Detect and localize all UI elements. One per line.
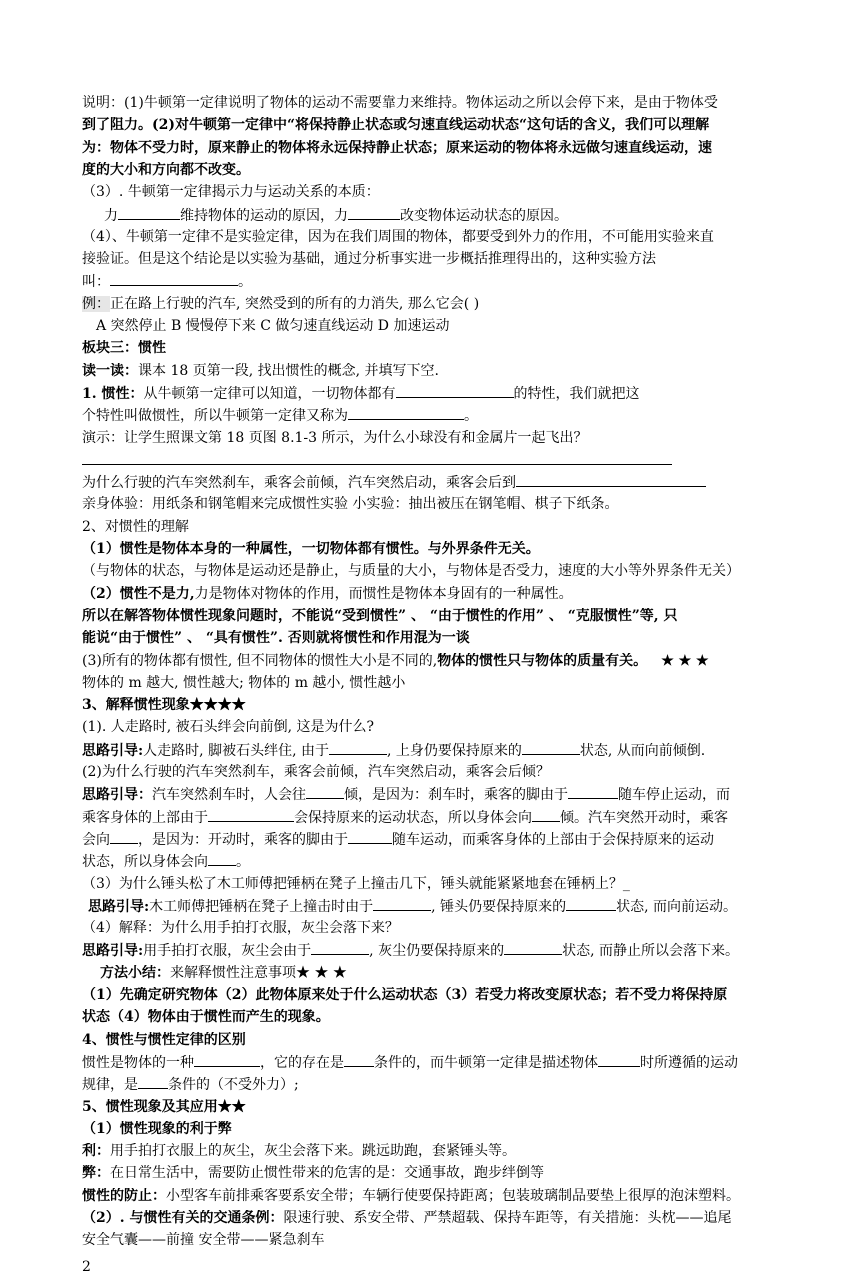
text-span: 物体的惯性只与物体的质量有关。 (437, 652, 648, 669)
text-span: 在日常生活中，需要防止惯性带来的危害的是：交通事故，跑步绊倒等 (110, 1165, 544, 1182)
text-span: 状态, 而静止所以会落下来。 (562, 943, 739, 960)
text-line (82, 742, 790, 760)
blank-line (348, 207, 400, 220)
blank-line (516, 474, 706, 487)
text-span: 读一读： (82, 362, 138, 379)
text-line: （1）惯性现象的利于弊 (82, 1120, 232, 1137)
text-line (82, 452, 790, 470)
text-line (82, 1188, 790, 1205)
text-line: (2)为什么行驶的汽车突然刹车，乘客会前倾，汽车突然启动，乘客会后倾？ (82, 764, 550, 780)
section-heading: 2、对惯性的理解 (82, 518, 189, 535)
text-span: 来解释惯性注意事项★ ★ ★ (170, 964, 347, 981)
text-line: 亲身体验：用纸条和钢笔帽来完成惯性实验 小实验：抽出被压在钢笔帽、棋子下纸条。 (82, 496, 619, 513)
text-line (82, 853, 790, 871)
blank-line (110, 273, 238, 286)
blank-line (373, 898, 431, 911)
section-heading: 3、解释惯性现象★★★★ (82, 697, 246, 714)
text-span: 惯性的防止： (82, 1187, 166, 1204)
stars: ★ ★ ★ (661, 652, 709, 669)
text-span: 思路引导： (82, 787, 152, 804)
text-span: 汽车突然刹车时，人会往 (152, 787, 306, 804)
text-line (82, 273, 790, 291)
blank-line (118, 207, 180, 220)
blank-line (568, 786, 618, 799)
text-line: 接验证。但是这个结论是以实验为基础，通过分析事实进一步概括推理得出的，这种实验方法 (82, 251, 656, 268)
text-span: 状态, 而向前运动。 (616, 898, 737, 915)
text-line: 物体的 m 越大, 惯性越大; 物体的 m 越小, 惯性越小 (82, 674, 406, 691)
text-span: , 上身仍要保持原来的 (386, 742, 522, 759)
blank-line (208, 853, 236, 866)
text-line (82, 407, 790, 425)
text-line: （1）先确定研究物体（2）此物体原来处于什么运动状态（3）若受力将改变原状态；若不受力将保持原 (82, 987, 728, 1003)
text-line: 所以在解答物体惯性现象问题时，不能说“受到惯性” 、 “由于惯性的作用” 、 “克服惯性”等, 只 (82, 607, 678, 624)
text-span: 条件的，而牛顿第一定律是描述物体 (374, 1054, 598, 1071)
text-span: 条件的（不受外力）; (168, 1077, 299, 1094)
text-line (82, 1143, 790, 1160)
text-span: 状态, 从而向前倾倒. (579, 742, 706, 759)
text-span: 安全气囊——前撞 安全带——紧急刹车 (82, 1232, 325, 1249)
blank-line (208, 809, 294, 822)
text-span: 规律，是 (82, 1077, 138, 1094)
text-span: 正在路上行驶的汽车, 突然受到的所有的力消失, 那么它会( ) (110, 295, 480, 312)
text-span: 课本 18 页第一段, 找出惯性的概念, 并填写下空. (138, 362, 439, 379)
text-span: 状态，所以身体会向 (82, 854, 208, 871)
section-heading: 板块三：惯性 (82, 340, 166, 357)
text-span: 小型客车前排乘客要系安全带；车辆行使要保持距离；包装玻璃制品要垫上很厚的泡沫塑料。 (166, 1187, 740, 1204)
example-label: 例： (82, 295, 110, 312)
text-line (82, 786, 790, 804)
text-line (82, 363, 790, 380)
text-span: 会保持原来的运动状态，所以身体会向 (294, 809, 532, 826)
text-span: 。 (464, 408, 478, 425)
text-line (82, 474, 790, 492)
section-heading: 4、惯性与惯性定律的区别 (82, 1031, 246, 1048)
text-span: 利： (82, 1143, 110, 1160)
blank-line (348, 407, 464, 420)
blank-line (82, 452, 672, 465)
text-span: 从牛顿第一定律可以知道，一切物体都有 (143, 385, 396, 402)
answer-options: A 突然停止 B 慢慢停下来 C 做匀速直线运动 D 加速运动 (96, 318, 450, 334)
text-span: 。 (238, 274, 252, 291)
text-line: （1）惯性是物体本身的一种属性，一切物体都有惯性。与外界条件无关。 (82, 541, 540, 557)
text-line (82, 207, 790, 225)
text-line (82, 942, 790, 960)
text-line: 为：物体不受力时，原来静止的物体将永远保持静止状态；原来运动的物体将永远做匀速直线运动，速 (82, 139, 712, 156)
blank-line (532, 809, 560, 822)
text-line: (1). 人走路时, 被石头绊会向前倒, 这是为什么? (82, 719, 375, 736)
text-span: 。 (236, 854, 250, 871)
text-span: 思路引导: (82, 943, 144, 960)
text-span: (3)所有的物体都有惯性, 但不同物体的惯性大小是不同的, (82, 652, 438, 669)
text-span: 方法小结： (100, 964, 170, 981)
text-line (82, 831, 790, 849)
blank-line (522, 742, 580, 755)
text-line: 能说“由于惯性” 、 “具有惯性”. 否则就将惯性和作用混为一谈 (82, 630, 470, 647)
blank-line (110, 831, 138, 844)
text-span: 木工师傅把锤柄在凳子上撞击时由于 (149, 898, 374, 915)
text-line (82, 1210, 790, 1227)
text-span: 改变物体运动状态的原因。 (400, 207, 568, 224)
text-line (82, 965, 790, 982)
text-span: 随车运动，而乘客身体的上部由于会保持原来的运动 (392, 831, 714, 848)
blank-line (306, 786, 344, 799)
blank-line (344, 1054, 374, 1067)
text-line: （3）为什么锤头松了木工师傅把锤柄在凳子上撞击几下，锤头就能紧紧地套在锤柄上？_ (82, 875, 630, 892)
page-number: 2 (82, 1258, 91, 1275)
text-line: （4）解释：为什么用手拍打衣服，灰尘会落下来？ (82, 920, 399, 937)
text-span: 惯性是物体的一种 (82, 1054, 194, 1071)
text-span: 人走路时, 脚被石头绊住, 由于 (143, 742, 329, 759)
text-span: , 灰尘仍要保持原来的 (369, 943, 505, 960)
text-span: 思路引导: (88, 898, 150, 915)
blank-line (311, 942, 369, 955)
text-line (82, 1165, 790, 1182)
text-span: 叫： (82, 274, 110, 291)
text-line (82, 1054, 790, 1072)
text-line: （与物体的状态，与物体是运动还是静止，与质量的大小，与物体是否受力，速度的大小等外界条件无关） (82, 563, 740, 580)
blank-line (138, 1076, 168, 1089)
text-line: 到了阻力。(2)对牛顿第一定律中“将保持静止状态或匀速直线运动状态“这句话的含义，我们可以理解 (82, 117, 710, 134)
text-line: 度的大小和方向都不改变。 (82, 161, 250, 178)
text-span: 弊： (82, 1165, 110, 1182)
section-heading: 5、惯性现象及其应用★★ (82, 1098, 246, 1115)
text-span: 力 (104, 207, 118, 224)
text-span: , 锤头仍要保持原来的 (431, 898, 567, 915)
text-span: 1. 惯性： (82, 385, 144, 402)
text-span: 倾。汽车突然开动时，乘客 (560, 809, 728, 826)
text-span: 倾，是因为：刹车时，乘客的脚由于 (344, 787, 568, 804)
text-line: 状态（4）物体由于惯性而产生的现象。 (82, 1009, 330, 1026)
text-span: ，是因为：开动时，乘客的脚由于 (138, 831, 348, 848)
text-span: 时所遵循的运动 (640, 1054, 738, 1071)
text-span: ，它的存在是 (260, 1054, 344, 1071)
text-line (82, 809, 790, 827)
blank-line (329, 742, 387, 755)
text-line: （3）. 牛顿第一定律揭示力与运动关系的本质： (82, 184, 380, 201)
text-span: 会向 (82, 831, 110, 848)
text-line (82, 1076, 790, 1094)
blank-line (566, 898, 616, 911)
text-span: 用手拍打衣服，灰尘会由于 (143, 943, 312, 960)
text-line (82, 898, 790, 916)
text-span: 随车停止运动，而 (618, 787, 730, 804)
text-span: （2）惯性不是力, (82, 585, 195, 602)
text-span: 为什么行驶的汽车突然刹车，乘客会前倾，汽车突然启动，乘客会后到 (82, 475, 516, 492)
blank-line (194, 1054, 260, 1067)
text-span: （2）. 与惯性有关的交通条例： (82, 1210, 284, 1226)
text-span: 的特性，我们就把这 (513, 385, 640, 402)
text-line (82, 1232, 790, 1249)
text-span: 个特性叫做惯性，所以牛顿第一定律又称为 (82, 408, 348, 425)
text-span: 乘客身体的上部由于 (82, 809, 208, 826)
text-span: 用手拍打衣服上的灰尘，灰尘会落下来。跳远助跑，套紧锤头等。 (110, 1143, 516, 1160)
text-span: 限速行驶、系安全带、严禁超载、保持车距等，有关措施：头枕——追尾 (283, 1210, 732, 1226)
blank-line (348, 831, 392, 844)
text-line (82, 296, 790, 313)
text-span: 思路引导: (82, 742, 144, 759)
text-line: （4）、牛顿第一定律不是实验定律，因为在我们周围的物体，都要受到外力的作用，不可能用实验来直 (82, 228, 714, 245)
blank-line (598, 1054, 640, 1067)
text-line (82, 385, 790, 403)
blank-line (504, 942, 562, 955)
blank-line (396, 385, 514, 398)
text-span: 力是物体对物体的作用，而惯性是物体本身固有的一种属性。 (194, 585, 573, 602)
text-line (82, 586, 790, 603)
text-line: 说明：(1)牛顿第一定律说明了物体的运动不需要靠力来维持。物体运动之所以会停下来，是由于物体受 (82, 95, 718, 111)
text-line: 演示：让学生照课文第 18 页图 8.1-3 所示，为什么小球没有和金属片一起飞出？ (82, 429, 588, 446)
text-line (82, 653, 790, 670)
text-span: 维持物体的运动的原因，力 (180, 207, 348, 224)
